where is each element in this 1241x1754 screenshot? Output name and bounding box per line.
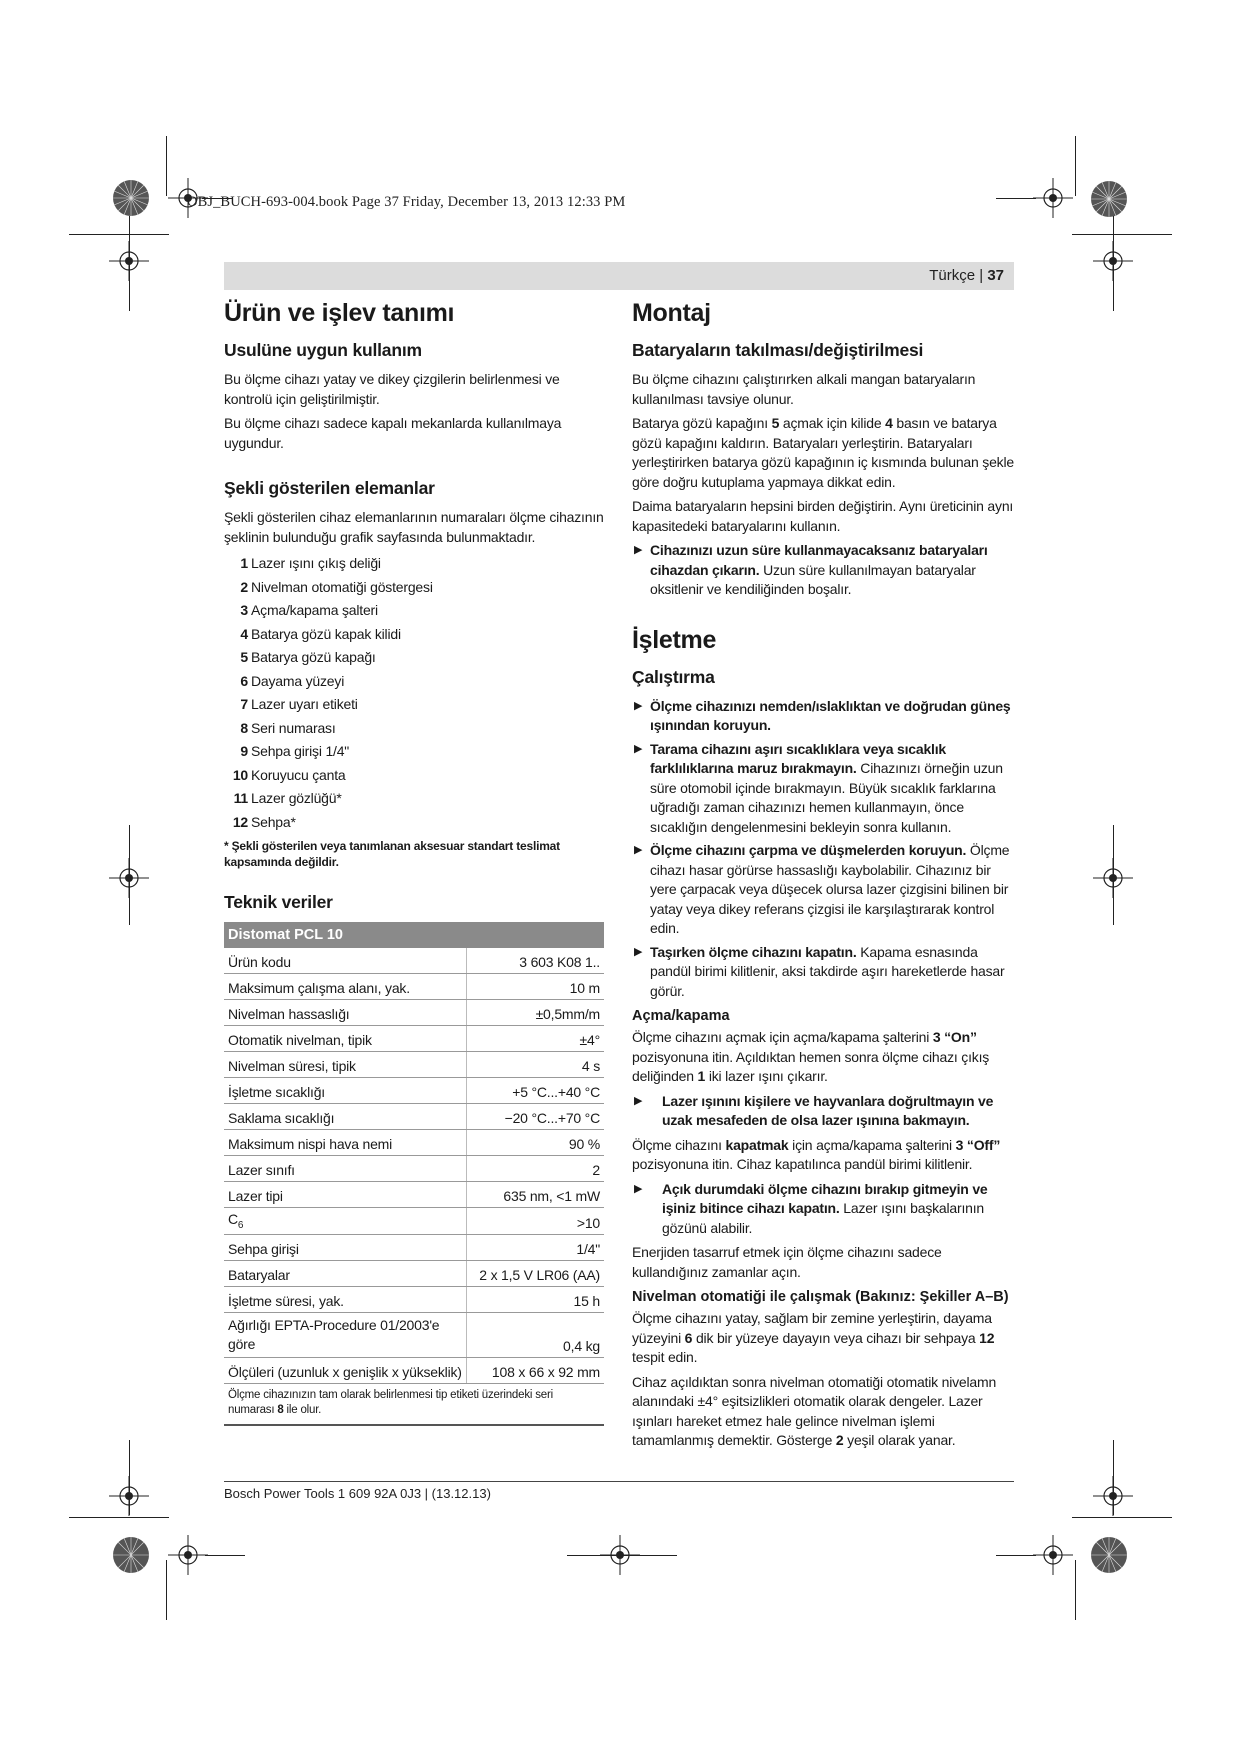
warning-list bbox=[632, 541, 1017, 600]
table-row: Lazer sınıfı 2 bbox=[224, 1156, 604, 1182]
spec-table-title: Distomat PCL 10 bbox=[224, 922, 604, 948]
paragraph: Ölçme cihazını kapatmak için açma/kapama şalterini 3 “Off” pozisyonuna itin. Cihaz kapatılınca pandül birimi kilitlenir. bbox=[632, 1136, 1001, 1172]
table-note-row: Ölçme cihazınızın tam olarak belirlenmesi tip etiketi üzerindeki seri numarası 8 ile olur. bbox=[224, 1383, 604, 1425]
paragraph: Batarya gözü kapağını 5 açmak için kilide 4 basın ve batarya gözü kapağını kaldırın. Bataryaları yerleştirin. Bataryaları yerleştirirken batarya gözü kapağının iç kısmında bulunan şekle göre doğru kutuplama yapmaya dikkat edin. bbox=[632, 415, 1014, 490]
paragraph: Bu ölçme cihazı yatay ve dikey çizgilerin belirlenmesi ve kontrolü için geliştirilmiştir. bbox=[224, 371, 560, 407]
section-title: Ürün ve işlev tanımı bbox=[224, 299, 455, 327]
subsection-heading: Teknik veriler bbox=[224, 892, 333, 912]
bullet-triangle-icon: ▶ bbox=[634, 699, 643, 712]
crop-mark bbox=[996, 198, 1036, 199]
paragraph: Bu ölçme cihazını çalıştırırken alkali mangan bataryaların kullanılması tavsiye olunur. bbox=[632, 371, 976, 407]
crop-mark bbox=[1075, 136, 1076, 196]
bullet-triangle-icon: ▶ bbox=[634, 1182, 643, 1195]
section-title: İşletme bbox=[632, 625, 717, 654]
bullet-triangle-icon: ▶ bbox=[634, 1094, 643, 1107]
list-item: 11 Lazer gözlüğü* bbox=[233, 790, 342, 806]
paragraph: Daima bataryaların hepsini birden değiştirin. Aynı üreticinin aynı kapasitedeki bataryalarını kullanın. bbox=[632, 498, 1014, 534]
crop-mark bbox=[1113, 1440, 1114, 1515]
minor-heading: Nivelman otomatiği ile çalışmak (Bakınız: Şekiller A–B) bbox=[632, 1289, 1009, 1305]
crop-mark bbox=[1113, 825, 1114, 925]
table-row: $C_6$ >10 bbox=[224, 1208, 604, 1235]
table-row: Bataryalar 2 x 1,5 V LR06 (AA) bbox=[224, 1260, 604, 1286]
table-row: Sehpa girişi 1/4" bbox=[224, 1234, 604, 1260]
registration-rosette-icon bbox=[1090, 180, 1128, 218]
registration-crosshair-icon bbox=[1033, 1535, 1073, 1575]
list-item: ▶ Ölçme cihazını çarpma ve düşmelerden koruyun. Ölçme cihazı hasar görürse hassaslığı kaybolabilir. Cihazınız bir yere çarpacak veya düşecek olursa lazer çizgisini bilinen bir yatay veya dikey referans çizgisi ile karşılaştırarak kontrol edin. bbox=[634, 842, 1010, 936]
list-item: ▶ Taşırken ölçme cihazını kapatın. Kapama esnasında pandül birimi kilitlenir, aksi takdirde aşırı hareketlerde hasar görür. bbox=[634, 943, 1005, 999]
footer-rule bbox=[224, 1481, 1014, 1482]
subsection-heading: Çalıştırma bbox=[632, 666, 715, 687]
registration-crosshair-icon bbox=[1033, 178, 1073, 218]
crop-mark bbox=[129, 825, 130, 925]
list-item: 5 Batarya gözü kapağı bbox=[240, 649, 376, 665]
minor-heading: Açma/kapama bbox=[632, 1008, 730, 1024]
list-item: ▶ Lazer ışınını kişilere ve hayvanlara doğrultmayın ve uzak mesafeden de olsa lazer ışınına bakmayın. bbox=[634, 1092, 994, 1128]
list-item: ▶ Ölçme cihazınızı nemden/ıslaklıktan ve doğrudan güneş ışınından koruyun. bbox=[634, 697, 1011, 733]
crop-mark bbox=[69, 1517, 169, 1518]
table-row: Maksimum nispi hava nemi 90 % bbox=[224, 1130, 604, 1156]
table-row: İşletme sıcaklığı +5 °C...+40 °C bbox=[224, 1078, 604, 1104]
crop-mark bbox=[1072, 1517, 1172, 1518]
table-row: Nivelman hassaslığı ±0,5mm/m bbox=[224, 1000, 604, 1026]
list-item: 8 Seri numarası bbox=[240, 719, 336, 736]
subsection-heading: Usulüne uygun kullanım bbox=[224, 340, 422, 360]
crop-mark bbox=[205, 1555, 245, 1556]
bullet-triangle-icon: ▶ bbox=[634, 544, 643, 556]
list-item: ▶ Açık durumdaki ölçme cihazını bırakıp gitmeyin ve işiniz bitince cihazı kapatın. Lazer ışını başkalarının gözünü alabilir. bbox=[634, 1180, 988, 1236]
registration-rosette-icon bbox=[1090, 1536, 1128, 1574]
list-item: 4 Batarya gözü kapak kilidi bbox=[240, 625, 401, 642]
page-number: 37 bbox=[987, 267, 1004, 284]
page-footer: Bosch Power Tools 1 609 92A 0J3 | (13.12.13) bbox=[224, 1486, 491, 1501]
list-item: ▶ Cihazınızı uzun süre kullanmayacaksanız bataryaları cihazdan çıkarın. Uzun süre kullanılmayan bataryalar oksitlenir ve kendiliğinden boşalır. bbox=[634, 542, 988, 597]
list-item: 9 Sehpa girişi 1/4" bbox=[240, 743, 350, 759]
table-row: Maksimum çalışma alanı, yak. 10 m bbox=[224, 974, 604, 1000]
paragraph: Bu ölçme cihazı sadece kapalı mekanlarda kullanılmaya uygundur. bbox=[224, 415, 562, 451]
list-item: 7 Lazer uyarı etiketi bbox=[240, 696, 358, 712]
paragraph: Ölçme cihazını yatay, sağlam bir zemine yerleştirin, dayama yüzeyini 6 dik bir yüzeye dayayın veya cihazı bir sehpaya 12 tespit edin. bbox=[632, 1310, 995, 1365]
table-row: Lazer tipi 635 nm, <1 mW bbox=[224, 1182, 604, 1208]
parts-footnote: * Şekli gösterilen veya tanımlanan aksesuar standart teslimat kapsamında değildir. bbox=[224, 839, 560, 869]
subsection-heading: Bataryaların takılması/değiştirilmesi bbox=[632, 340, 924, 360]
list-item: 6 Dayama yüzeyi bbox=[240, 672, 345, 689]
paragraph: Ölçme cihazını açmak için açma/kapama şalterini 3 “On” pozisyonuna itin. Açıldıktan hemen sonra ölçme cihazı çıkış deliğinden 1 iki lazer ışını çıkarır. bbox=[632, 1029, 990, 1084]
paragraph: Cihaz açıldıktan sonra nivelman otomatiği otomatik nivelamn alanındaki ±4° eşitsizlikleri otomatik olarak dengeler. Lazer ışınları hareket etmez hale gelince nivelman işlemi tamamlanmış demektir. Gösterge 2 yeşil olarak yanar. bbox=[632, 1373, 997, 1448]
table-row: İşletme süresi, yak. 15 h bbox=[224, 1286, 604, 1312]
list-item: 10 Koruyucu çanta bbox=[232, 766, 346, 783]
bullet-triangle-icon: ▶ bbox=[634, 844, 643, 856]
right-column bbox=[632, 296, 1017, 1456]
bullet-triangle-icon: ▶ bbox=[634, 742, 643, 755]
list-item: 12 Sehpa* bbox=[232, 813, 296, 830]
crop-mark bbox=[1113, 216, 1114, 311]
table-row: Ağırlığı EPTA-Procedure 01/2003'e göre 0,4 kg bbox=[224, 1312, 604, 1357]
bullet-triangle-icon: ▶ bbox=[634, 945, 643, 958]
list-item: 2 Nivelman otomatiği göstergesi bbox=[240, 578, 433, 595]
paragraph: Şekli gösterilen cihaz elemanlarının numaraları ölçme cihazının şeklinin bulunduğu grafik sayfasında bulunmaktadır. bbox=[224, 509, 604, 545]
table-row: Ölçüleri (uzunluk x genişlik x yükseklik) 108 x 66 x 92 mm bbox=[224, 1357, 604, 1383]
parts-list bbox=[224, 552, 604, 834]
list-item: 1 Lazer ışını çıkış deliği bbox=[240, 555, 381, 571]
crop-mark bbox=[567, 1555, 677, 1556]
page-header bbox=[224, 262, 1014, 290]
crop-mark bbox=[129, 1440, 130, 1515]
warning-list bbox=[632, 1180, 1017, 1239]
crop-mark bbox=[129, 216, 130, 311]
table-row: Nivelman süresi, tipik 4 s bbox=[224, 1052, 604, 1078]
list-item: ▶ Tarama cihazını aşırı sıcaklıklara veya sıcaklık farklılıklarına maruz bırakmayın. Cihazınızı örneğin uzun süre otomobil içinde bırakmayın. Büyük sıcaklık farklarına uğradığı zaman cihazınızı hemen kullanmayın, önce sıcaklığın dengelenmesini bekleyin sonra kullanın. bbox=[634, 740, 1003, 835]
registration-crosshair-icon bbox=[168, 1535, 208, 1575]
header-language: Türkçe | 37 bbox=[929, 267, 1004, 284]
crop-mark bbox=[166, 1560, 167, 1620]
crop-mark bbox=[1075, 1560, 1076, 1620]
spec-table bbox=[224, 922, 604, 1426]
warning-list bbox=[632, 1092, 1017, 1131]
registration-rosette-icon bbox=[112, 179, 150, 217]
table-row: Ürün kodu 3 603 K08 1.. bbox=[224, 948, 604, 974]
table-row: Otomatik nivelman, tipik ±4° bbox=[224, 1026, 604, 1052]
print-slug: OBJ_BUCH-693-004.book Page 37 Friday, December 13, 2013 12:33 PM bbox=[187, 194, 626, 210]
warning-list bbox=[632, 697, 1017, 1002]
crop-mark bbox=[1072, 234, 1172, 235]
crop-mark bbox=[996, 1555, 1036, 1556]
list-item: 3 Açma/kapama şalteri bbox=[240, 602, 378, 618]
registration-rosette-icon bbox=[112, 1536, 150, 1574]
subsection-heading: Şekli gösterilen elemanlar bbox=[224, 478, 435, 498]
section-title: Montaj bbox=[632, 299, 711, 327]
left-column bbox=[224, 296, 604, 1426]
paragraph: Enerjiden tasarruf etmek için ölçme cihazını sadece kullandığınız zamanlar açın. bbox=[632, 1244, 942, 1280]
crop-mark bbox=[166, 136, 167, 196]
table-row: Saklama sıcaklığı −20 °C...+70 °C bbox=[224, 1104, 604, 1130]
crop-mark bbox=[69, 234, 169, 235]
